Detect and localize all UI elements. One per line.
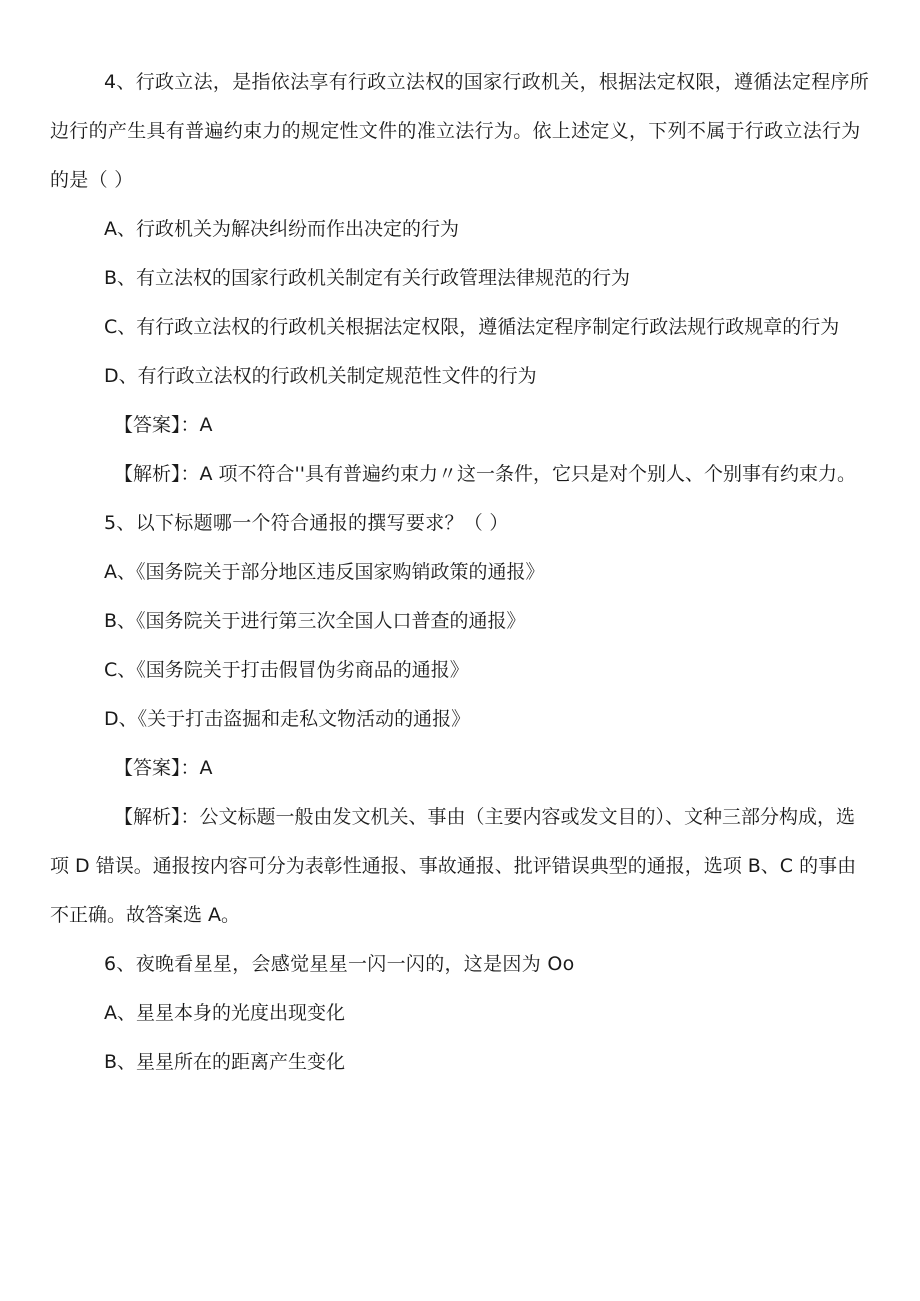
question-5-option-a: A、《国务院关于部分地区违反国家购销政策的通报》 [104, 561, 545, 583]
question-6-option-b: B、星星所在的距离产生变化 [104, 1051, 346, 1073]
question-5-stem: 5、以下标题哪一个符合通报的撰写要求？（ ） [104, 512, 509, 534]
question-5-answer: 【答案】：A [114, 757, 213, 779]
question-5-analysis: 【解析】：公文标题一般由发文机关、事由（主要内容或发文目的）、文种三部分构成，选项 D 错误。通报按内容可分为表彰性通报、事故通报、批评错误典型的通报，选项 B、C 的事由不正确。故答案选 A。 [50, 806, 857, 926]
question-5-option-d: D、《关于打击盗掘和走私文物活动的通报》 [104, 708, 471, 730]
question-4-answer: 【答案】：A [114, 414, 213, 436]
question-4-option-d: D、有行政立法权的行政机关制定规范性文件的行为 [104, 365, 537, 387]
question-4-option-a: A、行政机关为解决纠纷而作出决定的行为 [104, 218, 459, 240]
question-4-stem: 4、行政立法，是指依法享有行政立法权的国家行政机关，根据法定权限，遵循法定程序所边行的产生具有普遍约束力的规定性文件的准立法行为。依上述定义，下列不属于行政立法行为的是（ ） [50, 71, 870, 191]
question-4-analysis: 【解析】：A 项不符合''具有普遍约束力〃这一条件，它只是对个别人、个别事有约束力。 [114, 463, 856, 485]
question-5-option-c: C、《国务院关于打击假冒伪劣商品的通报》 [104, 659, 469, 681]
question-4-option-b: B、有立法权的国家行政机关制定有关行政管理法律规范的行为 [104, 267, 631, 289]
question-6-stem: 6、夜晚看星星，会感觉星星一闪一闪的，这是因为 Oo [104, 953, 575, 975]
question-5-option-b: B、《国务院关于进行第三次全国人口普查的通报》 [104, 610, 526, 632]
question-6-option-a: A、星星本身的光度出现变化 [104, 1002, 345, 1024]
question-4-option-c: C、有行政立法权的行政机关根据法定权限，遵循法定程序制定行政法规行政规章的行为 [104, 316, 840, 338]
